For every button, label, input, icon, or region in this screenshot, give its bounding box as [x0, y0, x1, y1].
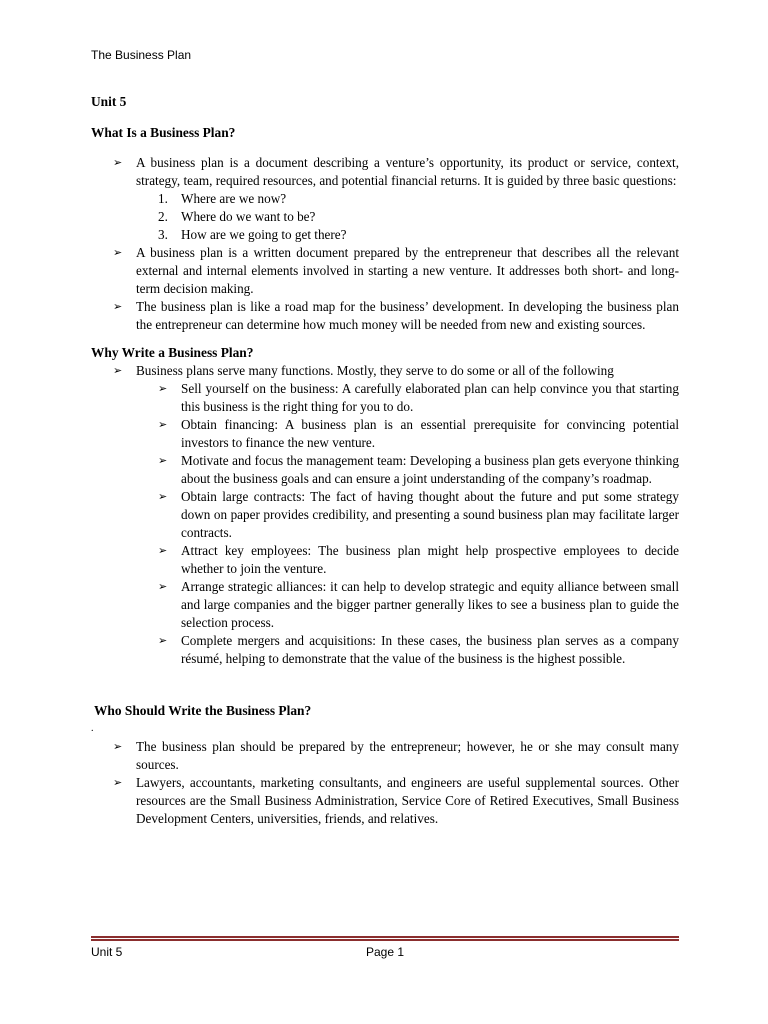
questions-list	[136, 190, 679, 244]
bullet-text: Business plans serve many functions. Mostly, they serve to do some or all of the following	[136, 363, 614, 378]
section-title-why: Why Write a Business Plan?	[91, 345, 254, 360]
page-content	[91, 93, 679, 828]
who-bullet-list	[91, 738, 679, 828]
running-header: The Business Plan	[91, 48, 192, 62]
footer-page-number: Page 1	[366, 945, 405, 959]
why-bullet-list	[91, 362, 679, 668]
list-item: ➢ The business plan should be prepared by the entrepreneur; however, he or she may consult many sources.	[91, 738, 679, 774]
footer-rule-thin	[91, 939, 679, 941]
section-title-what: What Is a Business Plan?	[91, 125, 236, 140]
list-item	[91, 362, 679, 668]
list-item: ➢ Lawyers, accountants, marketing consultants, and engineers are useful supplemental sources. Other resources are the Small Business Administration, Service Core of Retired Executives, Small Business Development Centers, universities, friends, and relatives.	[91, 774, 679, 828]
unit-title: Unit 5	[91, 94, 127, 109]
what-bullet-list	[91, 154, 679, 334]
function-item: ➢ Obtain large contracts: The fact of having thought about the future and put some strategy down on paper provides credibility, and presenting a sound business plan may facilitate larger contracts.	[136, 488, 679, 542]
function-item: ➢ Obtain financing: A business plan is an essential prerequisite for convincing potential investors to finance the new venture.	[136, 416, 679, 452]
list-item: ➢ The business plan is like a road map for the business’ development. In developing the business plan the entrepreneur can determine how much money will be needed from new and existing sources.	[91, 298, 679, 334]
section-title-who: Who Should Write the Business Plan?	[94, 703, 312, 718]
functions-list	[136, 380, 679, 668]
function-item: ➢ Sell yourself on the business: A carefully elaborated plan can help convince you that starting this business is the right thing for you to do.	[136, 380, 679, 416]
list-item	[91, 154, 679, 244]
function-item: ➢ Complete mergers and acquisitions: In these cases, the business plan serves as a company résumé, helping to demonstrate that the value of the business is the highest possible.	[136, 632, 679, 668]
footer-rule	[91, 936, 679, 941]
question-item: 2. Where do we want to be?	[158, 209, 316, 224]
question-item: 3. How are we going to get there?	[158, 227, 347, 242]
question-item: 1. Where are we now?	[158, 191, 287, 206]
footer-unit-label: Unit 5	[91, 945, 123, 959]
function-item: ➢ Arrange strategic alliances: it can help to develop strategic and equity alliance between small and large companies and the bigger partner generally likes to see a business plan to guide the selection process.	[136, 578, 679, 632]
function-item: ➢ Attract key employees: The business plan might help prospective employees to decide whether to join the venture.	[136, 542, 679, 578]
function-item: ➢ Motivate and focus the management team: Developing a business plan gets everyone thinking about the business goals and can ensure a joint understanding of the company’s roadmap.	[136, 452, 679, 488]
list-item: ➢ A business plan is a written document prepared by the entrepreneur that describes all the relevant external and internal elements involved in starting a new venture. It addresses both short- and long-term decision making.	[91, 244, 679, 298]
stray-dot: .	[91, 723, 94, 734]
bullet-text: A business plan is a document describing a venture’s opportunity, its product or service, context, strategy, team, required resources, and potential financial returns. It is guided by three basic questions:	[136, 155, 679, 188]
